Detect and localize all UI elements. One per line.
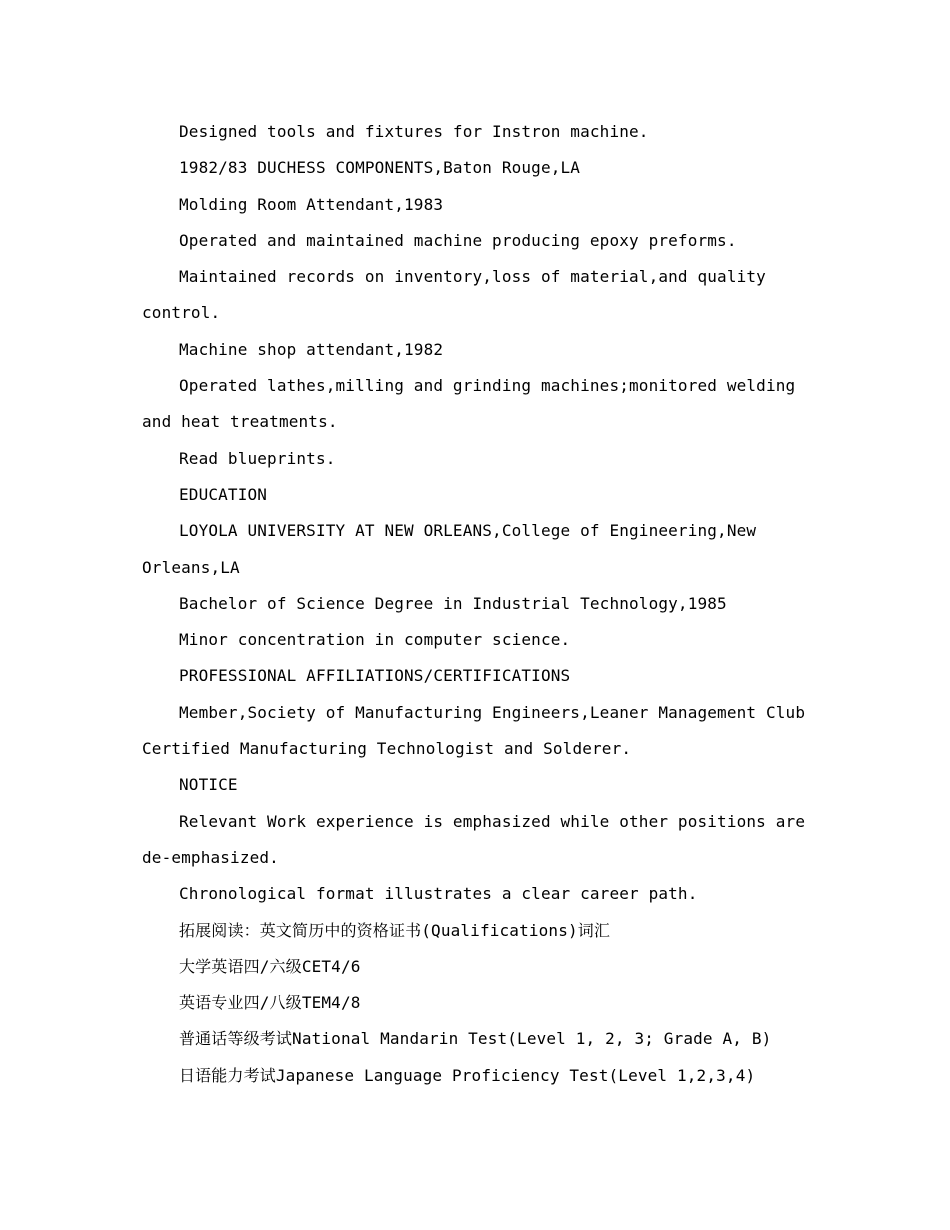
section-heading-affiliations: PROFESSIONAL AFFILIATIONS/CERTIFICATIONS <box>179 666 571 686</box>
paragraph-read-blueprints: Read blueprints. <box>179 448 336 468</box>
paragraph-lathes-milling: Operated lathes,milling and grinding machines;monitored welding and heat treatments. <box>142 376 796 432</box>
paragraph-extended-reading: 拓展阅读：英文简历中的资格证书(Qualifications)词汇 <box>179 920 611 940</box>
paragraph-instron-tools: Designed tools and fixtures for Instron machine. <box>179 122 649 141</box>
paragraph-tem: 英语专业四/八级TEM4/8 <box>179 993 361 1013</box>
paragraph-relevant-experience: Relevant Work experience is emphasized while other positions are de-emphasized. <box>142 811 806 867</box>
paragraph-inventory-records: Maintained records on inventory,loss of material,and quality control. <box>142 267 766 323</box>
paragraph-society-membership: Member,Society of Manufacturing Engineers,Leaner Management Club Certified Manufacturing Technologist and Solderer. <box>142 702 806 759</box>
paragraph-japanese-test: 日语能力考试Japanese Language Proficiency Test(Level 1,2,3,4) <box>179 1065 756 1085</box>
paragraph-chronological-format: Chronological format illustrates a clear career path. <box>179 884 698 904</box>
paragraph-epoxy-preforms: Operated and maintained machine producing epoxy preforms. <box>179 230 737 250</box>
section-heading-education: EDUCATION <box>179 484 268 504</box>
paragraph-duchess-components: 1982/83 DUCHESS COMPONENTS,Baton Rouge,LA <box>179 158 581 178</box>
document-body <box>142 114 822 1094</box>
paragraph-machine-shop-attendant: Machine shop attendant,1982 <box>179 339 444 359</box>
paragraph-mandarin-test: 普通话等级考试National Mandarin Test(Level 1, 2, 3; Grade A, B) <box>179 1029 772 1049</box>
paragraph-molding-room-attendant: Molding Room Attendant,1983 <box>179 194 444 214</box>
paragraph-bachelor-degree: Bachelor of Science Degree in Industrial Technology,1985 <box>179 593 727 613</box>
paragraph-minor-concentration: Minor concentration in computer science. <box>179 630 571 650</box>
paragraph-cet: 大学英语四/六级CET4/6 <box>179 956 361 976</box>
section-heading-notice: NOTICE <box>179 775 238 795</box>
paragraph-loyola-university: LOYOLA UNIVERSITY AT NEW ORLEANS,College of Engineering,New Orleans,LA <box>142 521 757 577</box>
